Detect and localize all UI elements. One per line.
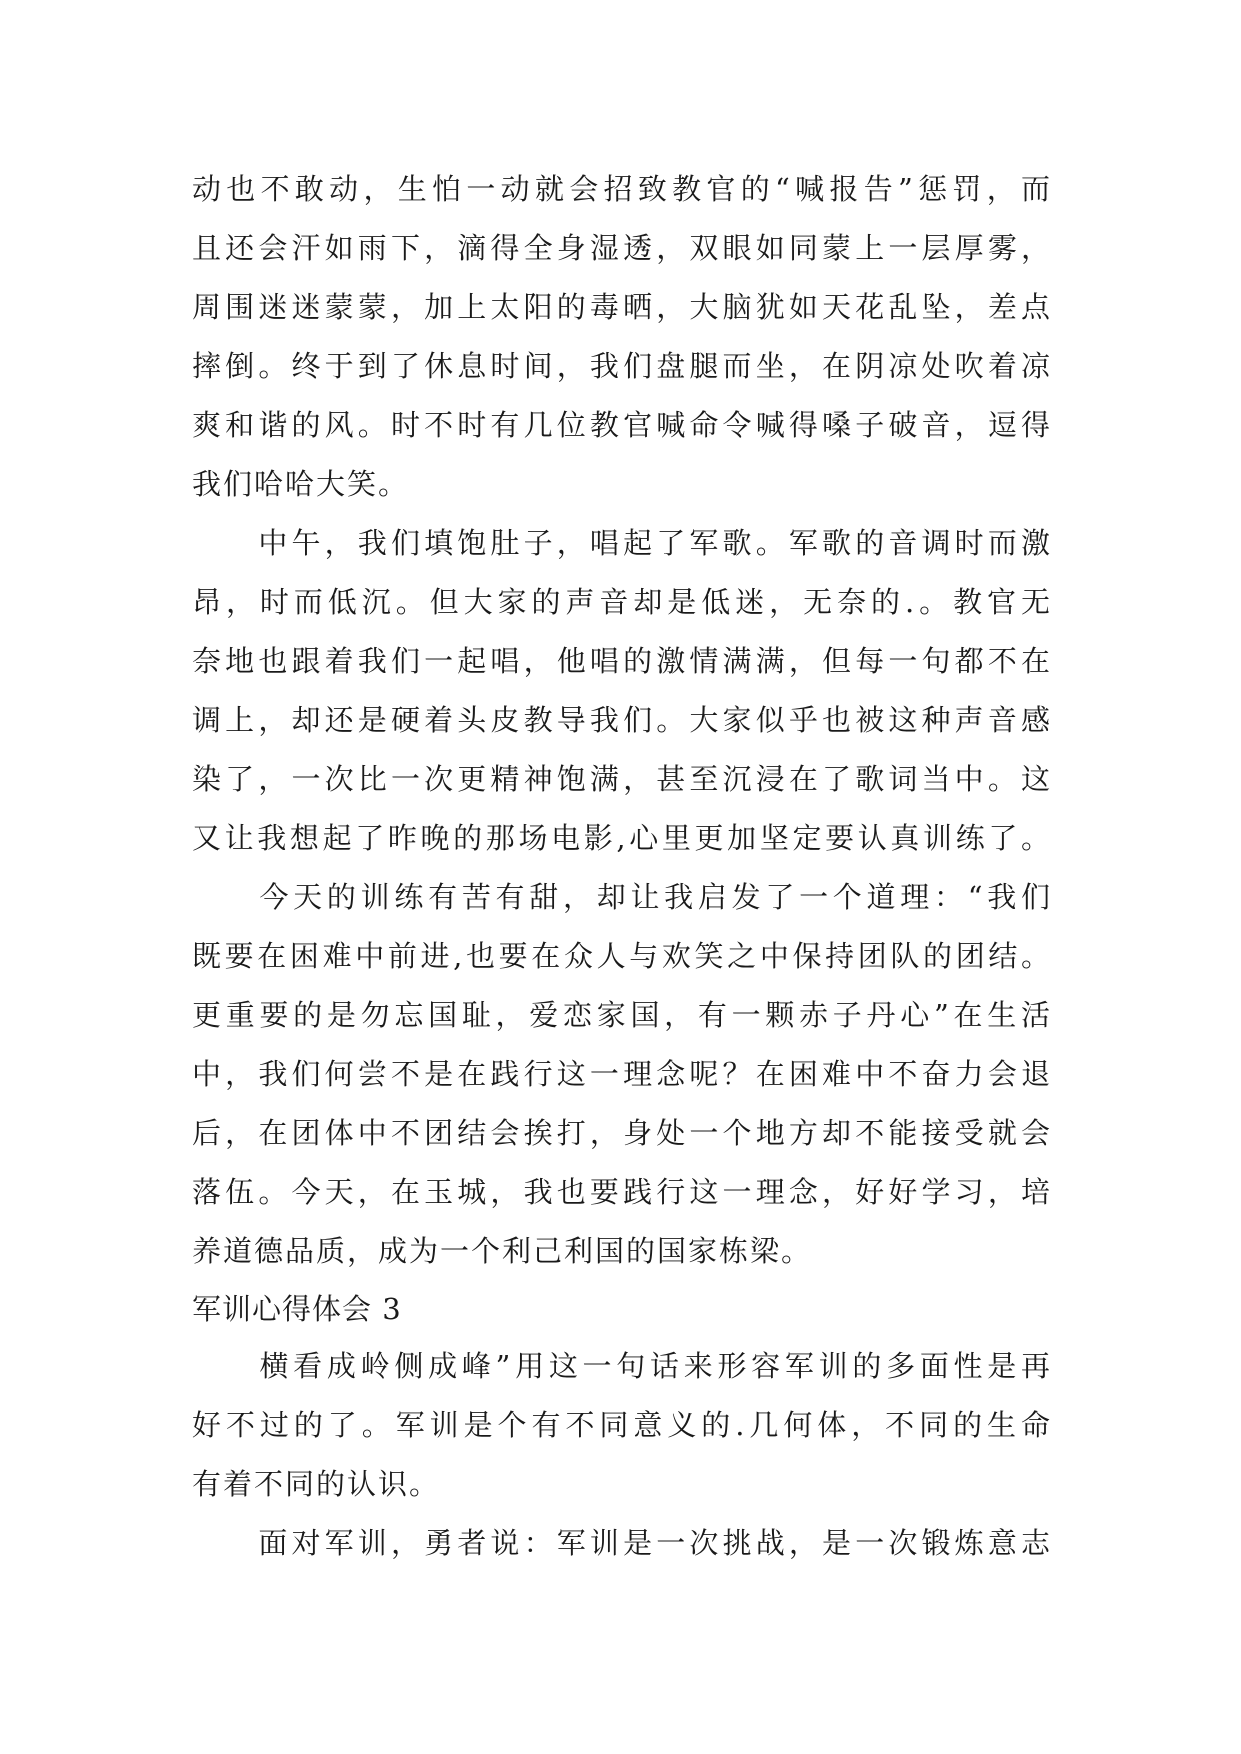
paragraph-3	[192, 868, 1052, 1281]
text-line: 今天的训练有苦有甜，却让我启发了一个道理：“我们	[192, 880, 1052, 914]
text-line: 更重要的是勿忘国耻，爱恋家国，有一颗赤子丹心”在生活	[192, 998, 1052, 1032]
text-line: 横看成岭侧成峰”用这一句话来形容军训的多面性是再	[192, 1349, 1052, 1383]
text-line: 调上，却还是硬着头皮教导我们。大家似乎也被这种声音感	[192, 703, 1052, 737]
text-line: 奈地也跟着我们一起唱，他唱的激情满满，但每一句都不在	[192, 644, 1052, 678]
text-line: 中午，我们填饱肚子，唱起了军歌。军歌的音调时而激	[192, 526, 1052, 560]
text-line: 周围迷迷蒙蒙，加上太阳的毒晒，大脑犹如天花乱坠，差点	[192, 290, 1052, 324]
text-line: 中，我们何尝不是在践行这一理念呢？在困难中不奋力会退	[192, 1057, 1052, 1091]
paragraph-1	[192, 160, 1052, 514]
text-line: 既要在困难中前进,也要在众人与欢笑之中保持团队的团结。	[192, 939, 1052, 973]
document-body	[192, 160, 1052, 1573]
text-line: 我们哈哈大笑。	[192, 467, 410, 501]
paragraph-2	[192, 514, 1052, 868]
paragraph-5	[192, 1514, 1052, 1573]
text-line: 养道德品质，成为一个利己利国的国家栋梁。	[192, 1234, 813, 1268]
text-line: 又让我想起了昨晚的那场电影,心里更加坚定要认真训练了。	[192, 821, 1052, 855]
text-line: 好不过的了。军训是个有不同意义的.几何体，不同的生命	[192, 1408, 1052, 1442]
text-line: 后，在团体中不团结会挨打，身处一个地方却不能接受就会	[192, 1116, 1052, 1150]
section-heading: 军训心得体会 3	[192, 1292, 402, 1326]
paragraph-4	[192, 1337, 1052, 1514]
text-line: 染了，一次比一次更精神饱满，甚至沉浸在了歌词当中。这	[192, 762, 1052, 796]
text-line: 昂，时而低沉。但大家的声音却是低迷，无奈的.。教官无	[192, 585, 1052, 619]
text-line: 动也不敢动，生怕一动就会招致教官的“喊报告”惩罚，而	[192, 172, 1052, 206]
text-line: 落伍。今天，在玉城，我也要践行这一理念，好好学习，培	[192, 1175, 1052, 1209]
text-line: 爽和谐的风。时不时有几位教官喊命令喊得嗓子破音，逗得	[192, 408, 1052, 442]
text-line: 且还会汗如雨下，滴得全身湿透，双眼如同蒙上一层厚雾，	[192, 231, 1052, 265]
text-line: 有着不同的认识。	[192, 1467, 441, 1501]
text-line: 摔倒。终于到了休息时间，我们盘腿而坐，在阴凉处吹着凉	[192, 349, 1052, 383]
text-line: 面对军训，勇者说：军训是一次挑战，是一次锻炼意志	[192, 1526, 1052, 1560]
